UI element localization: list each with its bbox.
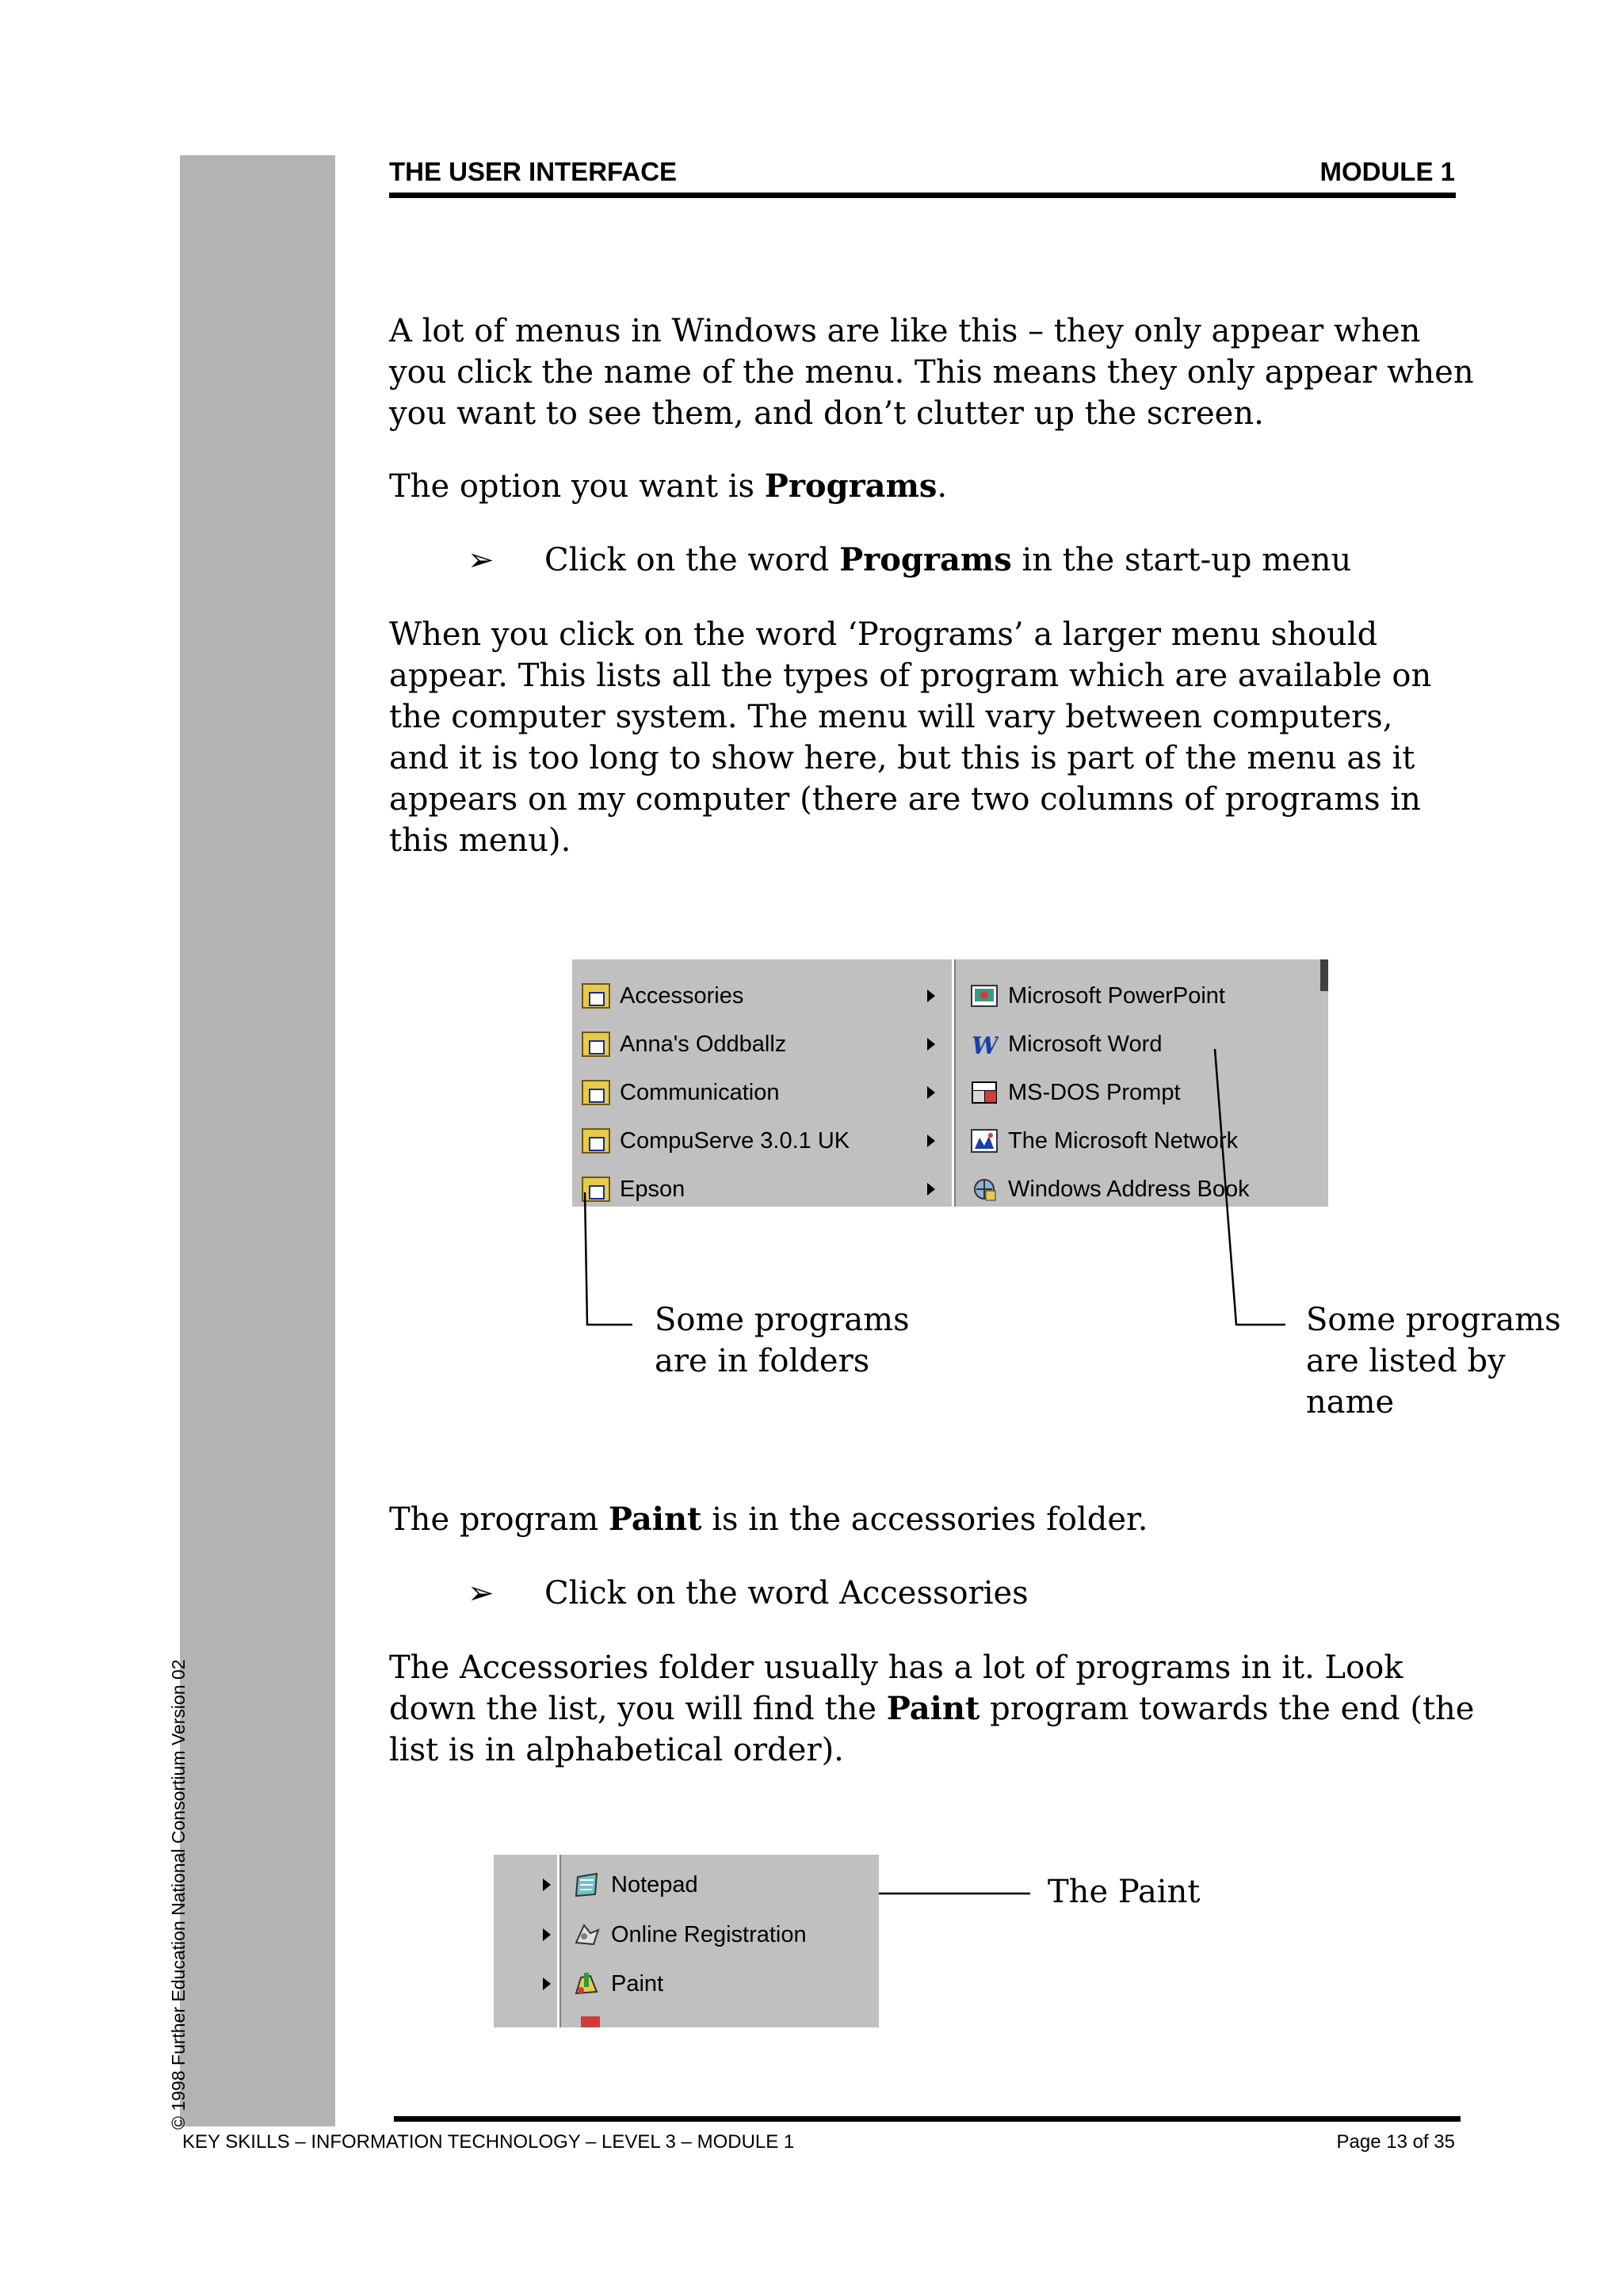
text-span: Click on the word — [544, 542, 840, 578]
menu-item-label: Paint — [611, 1970, 664, 1997]
menu-item-label: The Microsoft Network — [1008, 1127, 1239, 1154]
submenu-arrow-icon — [543, 1978, 551, 1990]
menu-item-label: Epson — [620, 1176, 685, 1202]
online-registration-icon — [573, 1922, 601, 1947]
submenu-arrow-icon — [543, 1878, 551, 1891]
text-span: is in the accessories folder. — [701, 1501, 1148, 1538]
accessories-menu-screenshot — [494, 1855, 879, 2027]
callout-paint: The Paint — [1048, 1874, 1201, 1910]
notepad-icon — [573, 1872, 601, 1897]
bullet-arrow-icon: ➢ — [468, 542, 495, 578]
footer-rule — [394, 2116, 1461, 2122]
callout-by-name: Some programs are listed by name — [1306, 1302, 1561, 1421]
menu-item-paint[interactable] — [573, 1968, 663, 2000]
menu-item-label: Accessories — [620, 982, 744, 1009]
text-span: The Accessories folder usually has a lot of programs in it. Look down the list, you will find the — [389, 1650, 1403, 1727]
menu-item-label: Online Registration — [611, 1921, 807, 1947]
text-span: in the start-up menu — [1011, 542, 1352, 578]
text-span: The option you want is — [389, 468, 765, 505]
text-span: program towards the end (the list is in alphabetical order). — [389, 1691, 1475, 1768]
menu-item-label: Notepad — [611, 1871, 698, 1897]
footer-course-title: KEY SKILLS – INFORMATION TECHNOLOGY – LEVEL 3 – MODULE 1 — [182, 2131, 795, 2153]
copyright-vertical-text: © 1998 Further Education National Consortium Version 02 — [168, 1659, 189, 2130]
bullet-arrow-icon: ➢ — [468, 1575, 495, 1611]
header-module: MODULE 1 — [1319, 157, 1455, 186]
paragraph-accessories-folder — [389, 1647, 1499, 1771]
menu-item-label: Microsoft Word — [1008, 1031, 1163, 1057]
bullet-accessories: Click on the word Accessories — [544, 1575, 1029, 1611]
menu-item-online-registration[interactable] — [573, 1919, 807, 1951]
callout-line-by-name — [1215, 1049, 1285, 1325]
menu-item-label: CompuServe 3.0.1 UK — [620, 1127, 850, 1154]
menu-item-label: MS-DOS Prompt — [1008, 1079, 1181, 1105]
paragraph-intro: A lot of menus in Windows are like this – they only appear when you click the name of the menu. This means they only appear when you want to see them, and don’t clutter up the screen. — [389, 313, 1474, 432]
callout-line-folders — [585, 1192, 632, 1325]
paragraph-paint-location — [389, 1499, 1499, 1540]
bold-programs: Programs — [764, 467, 938, 505]
next-item-icon-fragment — [581, 2016, 600, 2027]
header-title: THE USER INTERFACE — [389, 157, 678, 186]
paragraph-programs-menu: When you click on the word ‘Programs’ a larger menu should appear. This lists all the types of program which are available on the computer system. The menu will vary between computers, and it is too long to show here, but this is part of the menu as it appears on my computer (there are two columns of programs in this menu). — [389, 616, 1432, 859]
menu-item-notepad[interactable] — [573, 1869, 698, 1901]
bold-paint: Paint — [886, 1690, 980, 1727]
text-span: The program — [389, 1501, 609, 1538]
callout-folders: Some programs are in folders — [655, 1302, 910, 1379]
menu-column-separator — [557, 1855, 561, 2027]
menu-item-label: Anna's Oddballz — [620, 1031, 787, 1057]
bold-programs: Programs — [839, 541, 1012, 578]
submenu-arrow-icon — [543, 1928, 551, 1941]
menu-item-label: Windows Address Book — [1008, 1176, 1250, 1202]
paint-icon — [573, 1971, 601, 1997]
menu-item-label: Microsoft PowerPoint — [1008, 982, 1225, 1009]
svg-text:W: W — [972, 1032, 999, 1057]
text-span: . — [937, 468, 948, 505]
menu-item-label: Communication — [620, 1079, 780, 1105]
bold-paint: Paint — [608, 1501, 702, 1538]
footer-page-number: Page 13 of 35 — [1336, 2131, 1455, 2153]
